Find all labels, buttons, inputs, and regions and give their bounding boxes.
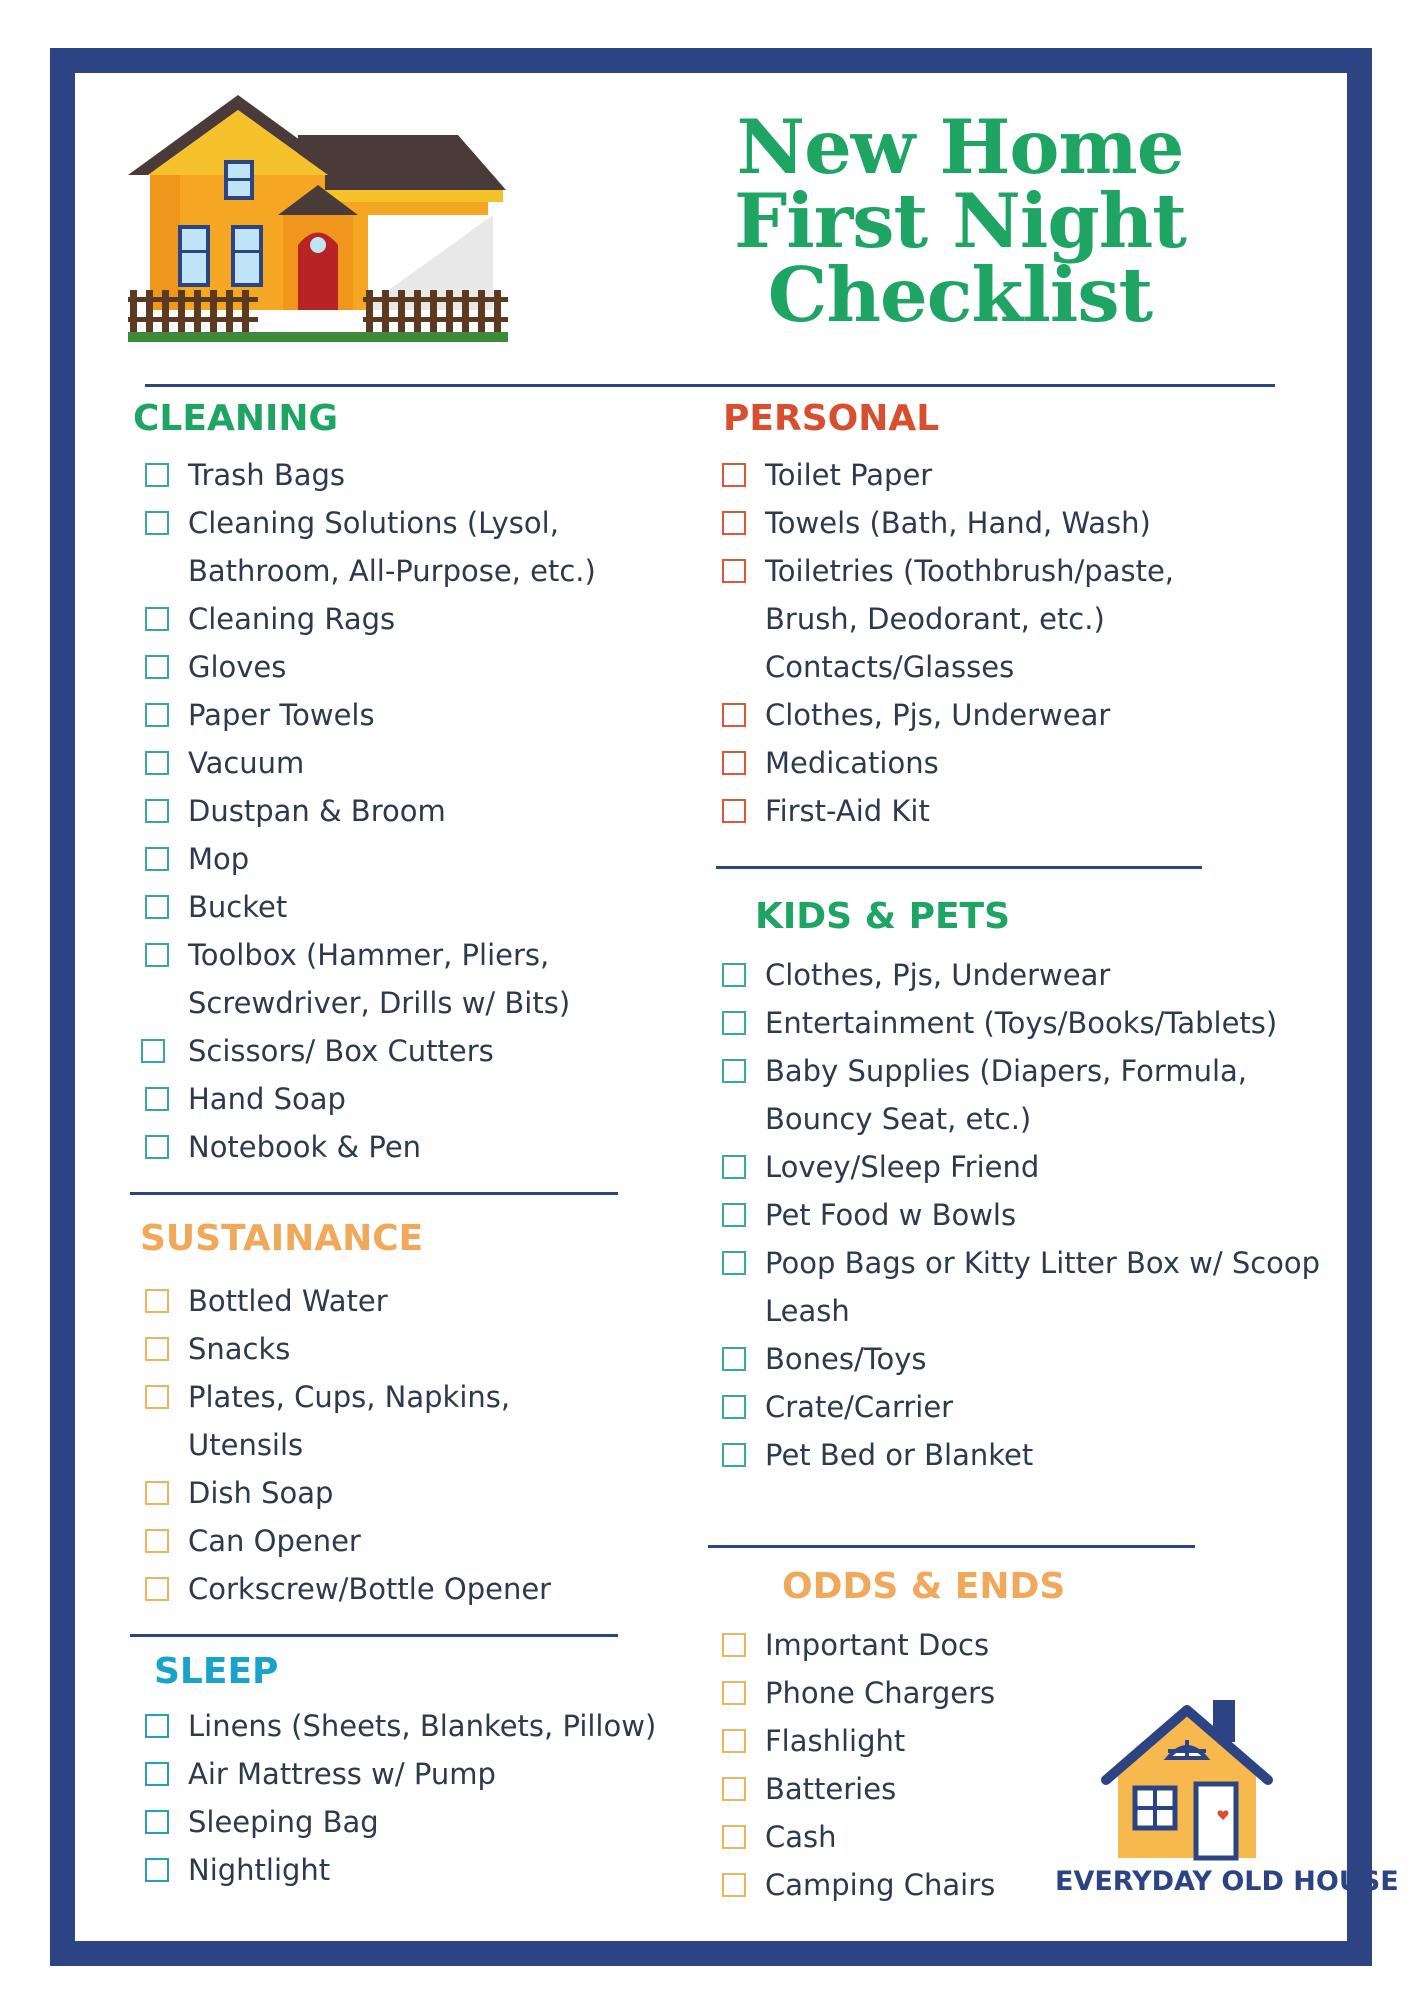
item-label: Bones/Toys xyxy=(765,1342,927,1376)
checkbox[interactable] xyxy=(722,751,746,775)
checkbox[interactable] xyxy=(722,511,746,535)
checkbox[interactable] xyxy=(145,1481,169,1505)
house-logo-icon xyxy=(1100,1688,1275,1863)
item-label: Vacuum xyxy=(188,746,305,780)
odds-ends-heading: ODDS & ENDS xyxy=(782,1566,1066,1607)
item-label: Medications xyxy=(765,746,939,780)
checkbox[interactable] xyxy=(145,1858,169,1882)
item-label: Gloves xyxy=(188,650,287,684)
item-label: Can Opener xyxy=(188,1524,361,1558)
item-label: Scissors/ Box Cutters xyxy=(188,1034,494,1068)
checkbox[interactable] xyxy=(145,463,169,487)
checkbox[interactable] xyxy=(145,511,169,535)
checkbox[interactable] xyxy=(145,895,169,919)
item-label: Lovey/Sleep Friend xyxy=(765,1150,1040,1184)
checkbox[interactable] xyxy=(722,1203,746,1227)
item-label: Flashlight xyxy=(765,1724,906,1758)
item-label-continued: Contacts/Glasses xyxy=(765,650,1015,684)
checkbox[interactable] xyxy=(145,655,169,679)
checkbox[interactable] xyxy=(145,607,169,631)
item-label: Mop xyxy=(188,842,250,876)
item-label: Phone Chargers xyxy=(765,1676,996,1710)
checkbox[interactable] xyxy=(145,1714,169,1738)
item-label: Cleaning Rags xyxy=(188,602,396,636)
checkbox[interactable] xyxy=(722,463,746,487)
item-label: Bottled Water xyxy=(188,1284,388,1318)
item-label: Toilet Paper xyxy=(765,458,933,492)
checkbox[interactable] xyxy=(722,1443,746,1467)
checkbox[interactable] xyxy=(722,1873,746,1897)
item-label: Nightlight xyxy=(188,1853,331,1887)
checkbox[interactable] xyxy=(145,1135,169,1159)
checkbox[interactable] xyxy=(145,1810,169,1834)
checkbox[interactable] xyxy=(722,1777,746,1801)
checkbox[interactable] xyxy=(722,963,746,987)
cleaning-divider xyxy=(130,1192,618,1195)
item-label: Toiletries (Toothbrush/paste, xyxy=(765,554,1175,588)
checkbox[interactable] xyxy=(722,799,746,823)
item-label: Dustpan & Broom xyxy=(188,794,446,828)
item-label: Batteries xyxy=(765,1772,897,1806)
sustainance-heading: SUSTAINANCE xyxy=(140,1218,424,1259)
checkbox[interactable] xyxy=(722,1395,746,1419)
item-label: Corkscrew/Bottle Opener xyxy=(188,1572,552,1606)
checkbox[interactable] xyxy=(145,1337,169,1361)
item-label-continued: Bouncy Seat, etc.) xyxy=(765,1102,1032,1136)
checkbox[interactable] xyxy=(722,703,746,727)
checkbox[interactable] xyxy=(722,1729,746,1753)
checkbox[interactable] xyxy=(145,799,169,823)
item-label-continued: Leash xyxy=(765,1294,850,1328)
item-label: Cleaning Solutions (Lysol, xyxy=(188,506,559,540)
personal-divider xyxy=(716,866,1202,869)
title-line-3: Checklist xyxy=(767,251,1153,339)
kids-pets-divider xyxy=(708,1545,1195,1548)
item-label: Entertainment (Toys/Books/Tablets) xyxy=(765,1006,1278,1040)
title-line-1: New Home xyxy=(736,103,1184,191)
item-label: Poop Bags or Kitty Litter Box w/ Scoop xyxy=(765,1246,1321,1280)
sleep-heading: SLEEP xyxy=(154,1651,279,1692)
item-label: Towels (Bath, Hand, Wash) xyxy=(765,506,1151,540)
personal-heading: PERSONAL xyxy=(723,398,940,439)
checkbox[interactable] xyxy=(145,1087,169,1111)
item-label: Hand Soap xyxy=(188,1082,346,1116)
checkbox[interactable] xyxy=(145,1577,169,1601)
item-label: Pet Bed or Blanket xyxy=(765,1438,1034,1472)
checkbox[interactable] xyxy=(722,1347,746,1371)
cleaning-heading: CLEANING xyxy=(133,398,339,439)
item-label: Snacks xyxy=(188,1332,291,1366)
checkbox[interactable] xyxy=(722,1681,746,1705)
item-label: First-Aid Kit xyxy=(765,794,930,828)
checkbox[interactable] xyxy=(145,751,169,775)
item-label: Notebook & Pen xyxy=(188,1130,422,1164)
item-label: Toolbox (Hammer, Pliers, xyxy=(188,938,550,972)
checkbox[interactable] xyxy=(722,1633,746,1657)
checkbox[interactable] xyxy=(722,1155,746,1179)
checkbox[interactable] xyxy=(722,1011,746,1035)
item-label: Crate/Carrier xyxy=(765,1390,954,1424)
item-label: Bucket xyxy=(188,890,288,924)
checkbox[interactable] xyxy=(722,1251,746,1275)
checkbox[interactable] xyxy=(722,1825,746,1849)
item-label: Sleeping Bag xyxy=(188,1805,379,1839)
page-title xyxy=(700,103,1220,339)
checkbox[interactable] xyxy=(145,1529,169,1553)
checkbox[interactable] xyxy=(145,1289,169,1313)
title-line-2: First Night xyxy=(734,177,1186,265)
item-label: Clothes, Pjs, Underwear xyxy=(765,698,1111,732)
item-label-continued: Brush, Deodorant, etc.) xyxy=(765,602,1105,636)
item-label: Important Docs xyxy=(765,1628,990,1662)
checkbox[interactable] xyxy=(145,703,169,727)
item-label: Linens (Sheets, Blankets, Pillow) xyxy=(188,1709,657,1743)
item-label-continued: Utensils xyxy=(188,1428,304,1462)
checkbox[interactable] xyxy=(722,1059,746,1083)
item-label: Camping Chairs xyxy=(765,1868,996,1902)
house-illustration-icon xyxy=(128,95,513,345)
item-label-continued: Bathroom, All-Purpose, etc.) xyxy=(188,554,596,588)
item-label: Paper Towels xyxy=(188,698,375,732)
item-label: Baby Supplies (Diapers, Formula, xyxy=(765,1054,1248,1088)
brand-logo-text: EVERYDAY OLD HOUSE xyxy=(1055,1866,1399,1897)
checkbox[interactable] xyxy=(145,847,169,871)
checkbox[interactable] xyxy=(141,1039,165,1063)
header-divider xyxy=(145,384,1275,387)
item-label: Plates, Cups, Napkins, xyxy=(188,1380,511,1414)
checkbox[interactable] xyxy=(145,1385,169,1409)
item-label: Cash xyxy=(765,1820,837,1854)
sustainance-divider xyxy=(130,1634,618,1637)
item-label: Pet Food w Bowls xyxy=(765,1198,1017,1232)
checkbox[interactable] xyxy=(722,559,746,583)
item-label: Trash Bags xyxy=(188,458,346,492)
kids-pets-heading: KIDS & PETS xyxy=(755,896,1011,937)
item-label-continued: Screwdriver, Drills w/ Bits) xyxy=(188,986,571,1020)
item-label: Clothes, Pjs, Underwear xyxy=(765,958,1111,992)
item-label: Dish Soap xyxy=(188,1476,334,1510)
item-label: Air Mattress w/ Pump xyxy=(188,1757,496,1791)
checkbox[interactable] xyxy=(145,943,169,967)
checkbox[interactable] xyxy=(145,1762,169,1786)
